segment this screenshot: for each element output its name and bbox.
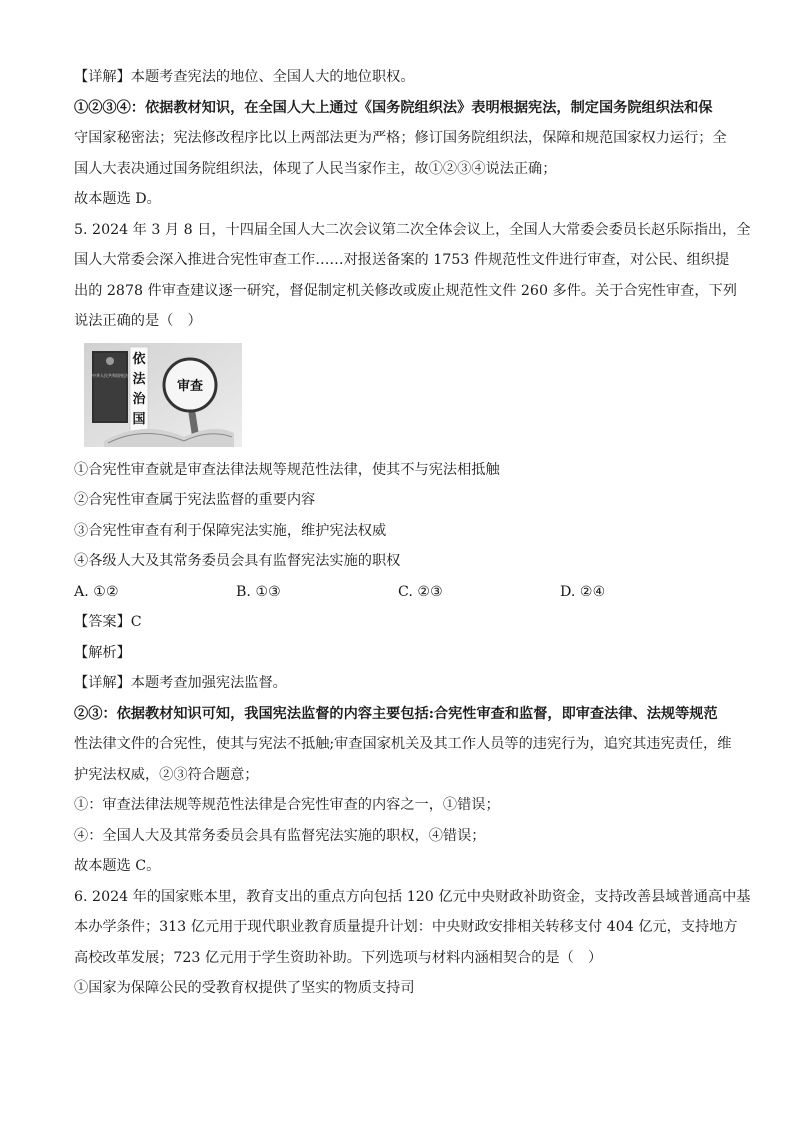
question5-analysis-line-1: ②③：依据教材知识可知，我国宪法监督的内容主要包括:合宪性审查和监督，即审查法律、法规等规范	[74, 705, 718, 722]
constitution-book	[92, 351, 129, 423]
question5-option-a: A. ①②	[74, 583, 119, 600]
question5-statement-1: ①合宪性审查就是审查法律法规等规范性法律，使其不与宪法相抵触	[74, 461, 500, 478]
question5-stem-line-4: 说法正确的是（ ）	[74, 313, 202, 329]
question5-statement-4: ④各级人大及其常务委员会具有监督宪法实施的职权	[74, 553, 401, 569]
question5-answer: 【答案】C	[74, 614, 142, 630]
question6-stem-line-2: 本办学条件；313 亿元用于现代职业教育质量提升计划：中央财政安排相关转移支付 404 亿元，支持地方	[74, 919, 738, 935]
banner-char-2: 法	[132, 371, 146, 387]
banner-char-3: 治	[132, 391, 146, 407]
question5-analysis-title: 【解析】	[74, 644, 131, 661]
question5-statement-2: ②合宪性审查属于宪法监督的重要内容	[74, 492, 316, 508]
question5-option-c: C. ②③	[398, 583, 443, 600]
question5-option-b: B. ①③	[236, 583, 281, 600]
question5-option-d: D. ②④	[560, 583, 606, 600]
magnifier-text: 审查	[176, 378, 204, 394]
question5-analysis-line-4: ①：审查法律法规等规范性法律是合宪性审查的内容之一，①错误；	[74, 797, 500, 813]
question5-analysis-line-3: 护宪法权威，②③符合题意；	[74, 766, 259, 783]
book-cover-text: 中华人民共和国宪法	[92, 372, 128, 378]
question5-conclusion: 故本题选 C。	[74, 858, 161, 874]
section1-analysis-line-2: 守国家秘密法；宪法修改程序比以上两部法更为严格；修订国务院组织法，保障和规范国家权力运行；全	[74, 130, 727, 146]
section1-conclusion: 故本题选 D。	[74, 191, 161, 207]
document-content	[74, 62, 751, 1004]
question6-statement-1: ①国家为保障公民的受教育权提供了坚实的物质支持司	[74, 980, 415, 996]
question5-analysis-line-5: ④：全国人大及其常务委员会具有监督宪法实施的职权，④错误；	[74, 827, 486, 844]
section1-detail: 【详解】本题考查宪法的地位、全国人大的地位职权。	[74, 69, 415, 85]
constitution-review-illustration	[84, 343, 242, 447]
section1-analysis-line-1: ①②③④：依据教材知识，在全国人大上通过《国务院组织法》表明根据宪法，制定国务院组织法和保	[74, 99, 713, 116]
question5-figure	[84, 343, 242, 447]
question5-stem-line-2: 国人大常委会深入推进合宪性审查工作……对报送备案的 1753 件规范性文件进行审查，对公民、组织提	[74, 252, 730, 268]
banner-char-1: 依	[132, 351, 146, 367]
question6-stem-line-3: 高校改革发展；723 亿元用于学生资助补助。下列选项与材料内涵相契合的是（ ）	[74, 949, 603, 966]
section1-analysis-line-3: 国人大表决通过国务院组织法，体现了人民当家作主，故①②③④说法正确；	[74, 160, 557, 177]
question5-statement-3: ③合宪性审查有利于保障宪法实施，维护宪法权威	[74, 522, 387, 539]
banner-char-4: 国	[132, 411, 146, 427]
question5-detail: 【详解】本题考查加强宪法监督。	[74, 675, 287, 691]
question5-stem-line-1: 5. 2024 年 3 月 8 日，十四届全国人大二次会议第二次全体会议上，全国人大常委会委员长赵乐际指出，全	[74, 221, 751, 238]
question5-analysis-line-2: 性法律文件的合宪性，使其与宪法不抵触;审查国家机关及其工作人员等的违宪行为，追究其违宪责任，维	[74, 736, 732, 752]
question5-stem-line-3: 出的 2878 件审查建议逐一研究，督促制定机关修改或废止规范性文件 260 多件。关于合宪性审查，下列	[74, 282, 737, 299]
question6-stem-line-1: 6. 2024 年的国家账本里，教育支出的重点方向包括 120 亿元中央财政补助资金，支持改善县域普通高中基	[74, 888, 751, 905]
question5-options	[74, 577, 730, 608]
